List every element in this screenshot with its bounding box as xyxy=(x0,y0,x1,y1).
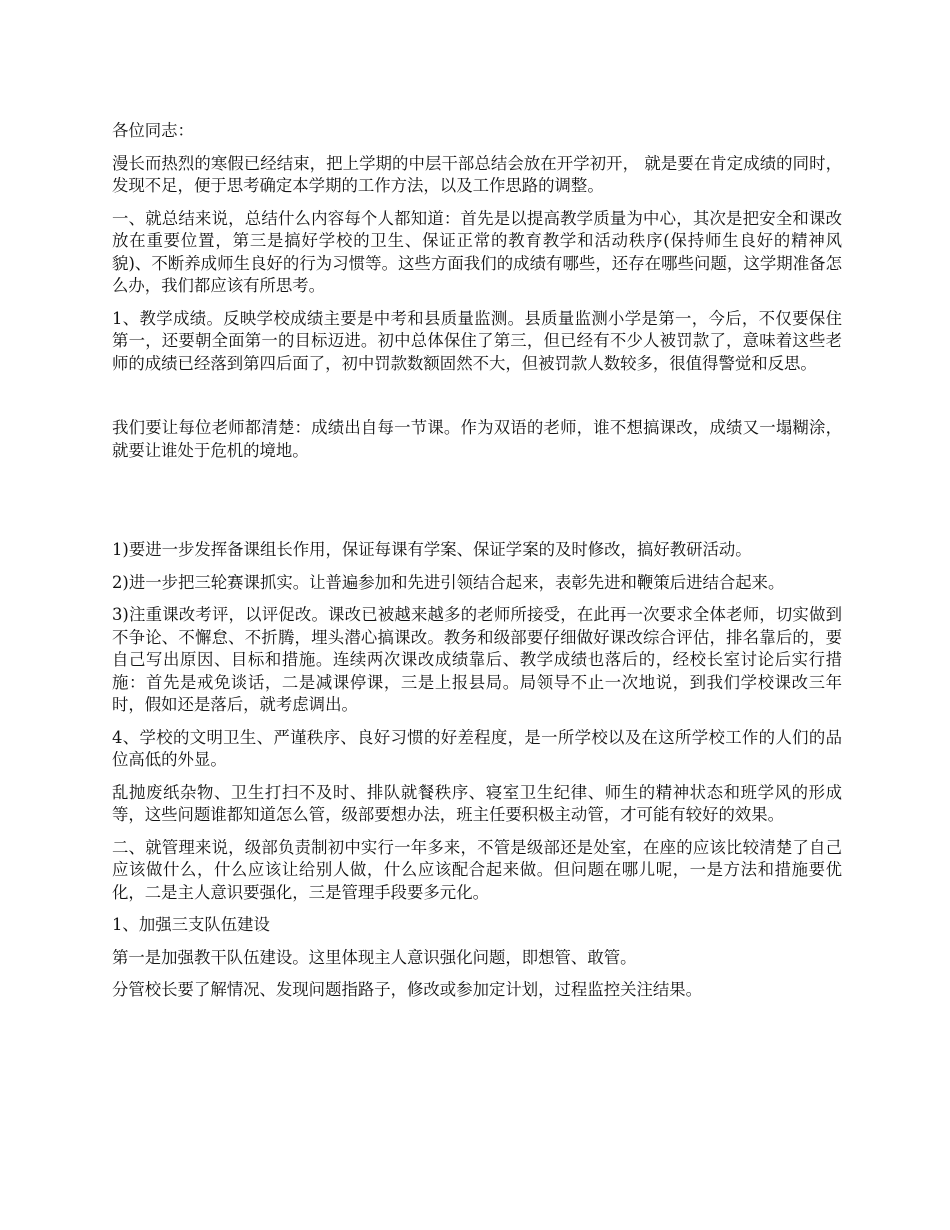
blank-space xyxy=(112,385,842,417)
paragraph-cadre-team: 第一是加强教干队伍建设。这里体现主人意识强化问题，即想管、敢管。 xyxy=(112,947,637,967)
paragraph-intro: 漫长而热烈的寒假已经结束，把上学期的中层干部总结会放在开学初开， 就是要在肯定成绩的同时，发现不足，便于思考确定本学期的工作方法，以及工作思路的调整。 xyxy=(112,153,842,195)
list-item-2: 2)进一步把三轮赛课抓实。让普遍参加和先进引领结合起来，表彰先进和鞭策后进结合起来。 xyxy=(112,572,785,592)
paragraph-section-one: 一、就总结来说，总结什么内容每个人都知道：首先是以提高教学质量为中心，其次是把安全和课改放在重要位置，第三是搞好学校的卫生、保证正常的教育教学和活动秩序(保持师生良好的精神风貌)、不断养成师生良好的行为习惯等。这些方面我们的成绩有哪些，还存在哪些问题，这学期准备怎么办，我们都应该有所思考。 xyxy=(112,208,842,295)
document-page xyxy=(112,120,842,1012)
blank-space xyxy=(112,472,842,539)
subheading-teams: 1、加强三支队伍建设 xyxy=(112,915,270,934)
paragraph-hygiene-order: 乱抛废纸杂物、卫生打扫不及时、排队就餐秩序、寝室卫生纪律、师生的精神状态和班学风的形成等，这些问题谁都知道怎么管，级部要想办法，班主任要积极主动管，才可能有较好的效果。 xyxy=(112,782,842,824)
paragraph-principal-duties: 分管校长要了解情况、发现问题指路子，修改或参加定计划，过程监控关注结果。 xyxy=(112,980,703,999)
list-item-3: 3)注重课改考评，以评促改。课改已被越来越多的老师所接受，在此再一次要求全体老师，切实做到不争论、不懈怠、不折腾，埋头潜心搞课改。教务和级部要仔细做好课改综合评估，排名靠后的，要自己写出原因、目标和措施。连续两次课改成绩靠后、教学成绩也落后的，经校长室讨论后实行措施：首先是戒免谈话，二是减课停课，三是上报县局。局领导不止一次地说，到我们学校课改三年时，假如还是落后，就考虑调出。 xyxy=(112,605,842,714)
paragraph-every-class: 我们要让每位老师都清楚：成绩出自每一节课。作为双语的老师，谁不想搞课改，成绩又一塌糊涂，就要让谁处于危机的境地。 xyxy=(112,418,842,460)
paragraph-section-two: 二、就管理来说，级部负责制初中实行一年多来，不管是级部还是处室，在座的应该比较清楚了自己应该做什么，什么应该让给别人做，什么应该配合起来做。但问题在哪儿呢，一是方法和措施要优化，二是主人意识要强化，三是管理手段要多元化。 xyxy=(112,837,842,902)
greeting: 各位同志： xyxy=(112,121,194,140)
paragraph-school-culture: 4、学校的文明卫生、严谨秩序、良好习惯的好差程度，是一所学校以及在这所学校工作的人们的品位高低的外显。 xyxy=(112,727,842,769)
list-item-1: 1)要进一步发挥备课组长作用，保证每课有学案、保证学案的及时修改，搞好教研活动。 xyxy=(112,540,752,559)
paragraph-teaching-results: 1、教学成绩。反映学校成绩主要是中考和县质量监测。县质量监测小学是第一，今后，不仅要保住第一，还要朝全面第一的目标迈进。初中总体保住了第三，但已经有不少人被罚款了，意味着这些老师的成绩已经落到第四后面了，初中罚款数额固然不大，但被罚款人数较多，很值得警觉和反思。 xyxy=(112,308,842,373)
